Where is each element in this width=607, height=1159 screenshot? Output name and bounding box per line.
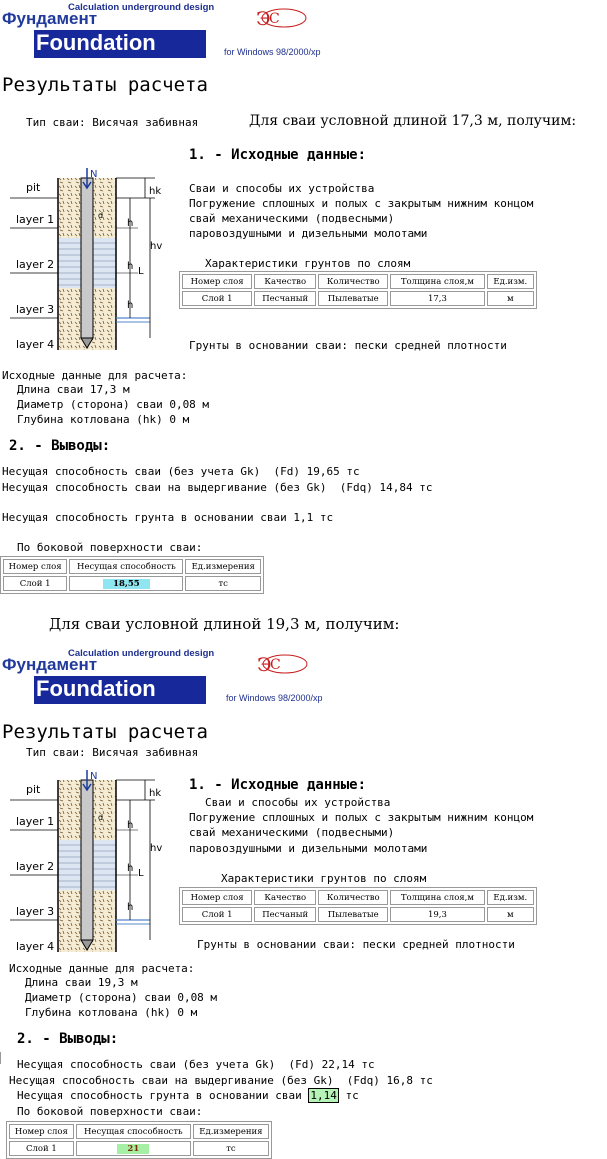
table-cell: тс xyxy=(185,576,261,591)
text-cursor-mark xyxy=(0,1052,3,1064)
table-cell: Слой 1 xyxy=(182,907,252,922)
header-subtitle: Calculation underground design xyxy=(68,648,215,659)
report2-input-2: Глубина котлована (hk) 0 м xyxy=(25,1006,198,1019)
table-cell: Слой 1 xyxy=(9,1141,74,1156)
report2-out2: Несущая способность сваи на выдергивание (без Gk) (Fdq) 16,8 тс xyxy=(9,1074,433,1087)
diagram1-layer4: layer 4 xyxy=(16,338,55,351)
diagram2-n: N xyxy=(90,771,98,782)
report1-sec1: 1. - Исходные данные: xyxy=(189,147,367,163)
header-platform: for Windows 98/2000/xp xyxy=(224,47,321,57)
diagram1-d: d xyxy=(98,211,104,220)
report1-sec2: 2. - Выводы: xyxy=(9,438,111,454)
table-cell: тс xyxy=(193,1141,269,1156)
table-header-cell: Несущая способность xyxy=(76,1124,191,1139)
report2-method-3: паровоздушными и дизельными молотами xyxy=(189,842,428,855)
table-header-cell: Номер слоя xyxy=(182,274,252,289)
table-header-cell: Номер слоя xyxy=(3,559,67,574)
report1-out1: Несущая способность сваи (без учета Gk) (Fd) 19,65 тс xyxy=(2,465,360,478)
pile-diagram-2 xyxy=(10,770,170,955)
table-cell: 19,3 xyxy=(390,907,484,922)
table-header-cell: Толщина слоя,м xyxy=(390,890,484,905)
table-header-cell: Ед.изм. xyxy=(487,274,534,289)
report1-method-2: свай механическими (подвесными) xyxy=(189,212,395,225)
table-cell: 17,3 xyxy=(390,291,484,306)
table-header-row xyxy=(182,274,534,289)
report1-input-2: Глубина котлована (hk) 0 м xyxy=(17,413,190,426)
diagram2-layer4: layer 4 xyxy=(16,940,55,953)
diagram2-layer1: layer 1 xyxy=(16,815,55,828)
report1-length-phrase: Для сваи условной длиной 17,3 м, получим: xyxy=(249,113,577,129)
report1-method-3: паровоздушными и дизельными молотами xyxy=(189,227,428,240)
report2-method-1: Погружение сплошных и полых с закрытым нижним концом xyxy=(189,811,534,824)
table-cell xyxy=(69,576,183,591)
report2-out1: Несущая способность сваи (без учета Gk) (Fd) 22,14 тс xyxy=(17,1058,375,1071)
header-title-en: Foundation xyxy=(36,676,156,701)
report1-out3: Несущая способность грунта в основании сваи 1,1 тс xyxy=(2,511,334,524)
diagram1-l: L xyxy=(138,266,144,277)
report2-method-2: свай механическими (подвесными) xyxy=(189,826,395,839)
diagram2-l: L xyxy=(138,868,144,879)
svg-text:С: С xyxy=(270,657,281,673)
header-title-ru: Фундамент xyxy=(2,9,98,28)
table-cell: Пылеватые xyxy=(318,291,388,306)
diagram1-layer2: layer 2 xyxy=(16,258,55,271)
table-cell: Песчаный xyxy=(254,907,316,922)
table-cell: м xyxy=(487,291,534,306)
report2-title: Результаты расчета xyxy=(2,721,208,743)
table-header-cell: Ед.изм. xyxy=(487,890,534,905)
svg-text:С: С xyxy=(269,11,280,27)
report1-method-1: Погружение сплошных и полых с закрытым нижним концом xyxy=(189,197,534,210)
report1-side-title: По боковой поверхности сваи: xyxy=(17,541,203,554)
report2-side-table xyxy=(6,1121,272,1159)
report1-soil-title: Характеристики грунтов по слоям xyxy=(205,257,411,270)
header-title-en-bg xyxy=(34,676,206,704)
table-cell xyxy=(76,1141,191,1156)
report1-title: Результаты расчета xyxy=(2,74,208,96)
diagram1-hk: hk xyxy=(149,186,162,197)
table-header-cell: Номер слоя xyxy=(182,890,252,905)
svg-text:Э: Э xyxy=(257,654,272,676)
report1-out2: Несущая способность сваи на выдергивание (без Gk) (Fdq) 14,84 тс xyxy=(2,481,433,494)
report1-pile-type: Тип сваи: Висячая забивная xyxy=(26,116,199,129)
between-phrase: Для сваи условной длиной 19,3 м, получим: xyxy=(49,615,400,633)
table-header-cell: Несущая способность xyxy=(69,559,183,574)
report2-soil-title: Характеристики грунтов по слоям xyxy=(221,872,427,885)
table-header-row xyxy=(9,1124,269,1139)
table-cell: Пылеватые xyxy=(318,907,388,922)
brand-logo-icon xyxy=(257,652,309,676)
report2-input-0: Длина сваи 19,3 м xyxy=(25,976,138,989)
table-cell: Слой 1 xyxy=(182,291,252,306)
diagram2-layer3: layer 3 xyxy=(16,905,55,918)
app-header xyxy=(0,0,607,62)
diagram2-d: d xyxy=(98,813,104,822)
diagram1-n: N xyxy=(90,169,98,180)
table-header-cell: Количество xyxy=(318,890,388,905)
table-header-cell: Ед.измерения xyxy=(185,559,261,574)
diagram2-h1: h xyxy=(127,820,134,831)
diagram1-hv: hv xyxy=(150,241,163,252)
diagram1-pit: pit xyxy=(26,181,41,194)
table-header-cell: Номер слоя xyxy=(9,1124,74,1139)
table-row xyxy=(182,291,534,306)
app-header-2 xyxy=(0,646,607,708)
table-row xyxy=(9,1141,269,1156)
diagram1-h1: h xyxy=(127,218,134,229)
report1-side-table xyxy=(0,556,264,594)
report1-input-0: Длина сваи 17,3 м xyxy=(17,383,130,396)
report1-soil-table xyxy=(179,271,537,309)
diagram2-h2: h xyxy=(127,863,134,874)
report1-input-1: Диаметр (сторона) сваи 0,08 м xyxy=(17,398,210,411)
header-title-en: Foundation xyxy=(36,30,156,55)
pile-diagram-1 xyxy=(10,168,170,353)
report2-base-soil: Грунты в основании сваи: пески средней плотности xyxy=(197,938,515,951)
diagram1-h3: h xyxy=(127,300,134,311)
table-header-cell: Количество xyxy=(318,274,388,289)
report2-sec2: 2. - Выводы: xyxy=(17,1031,119,1047)
report2-out3 xyxy=(17,1089,359,1102)
header-title-ru: Фундамент xyxy=(2,655,98,674)
report2-pile-type: Тип сваи: Висячая забивная xyxy=(26,746,199,759)
table-header-cell: Ед.измерения xyxy=(193,1124,269,1139)
side-capacity-value: 21 xyxy=(117,1144,149,1154)
diagram2-hv: hv xyxy=(150,843,163,854)
report2-soil-table xyxy=(179,887,537,925)
table-cell: м xyxy=(487,907,534,922)
table-cell: Слой 1 xyxy=(3,576,67,591)
diagram1-h2: h xyxy=(127,261,134,272)
report2-out3-unit: тс xyxy=(338,1089,359,1102)
table-header-cell: Толщина слоя,м xyxy=(390,274,484,289)
report2-out3-value: 1,14 xyxy=(310,1089,337,1102)
report1-method-0: Сваи и способы их устройства xyxy=(189,182,375,195)
svg-text:Э: Э xyxy=(256,8,271,30)
diagram1-layer3: layer 3 xyxy=(16,303,55,316)
side-capacity-value: 18,55 xyxy=(103,579,150,589)
table-row xyxy=(182,907,534,922)
report2-method-0: Сваи и способы их устройства xyxy=(205,796,391,809)
diagram1-layer1: layer 1 xyxy=(16,213,55,226)
diagram2-h3: h xyxy=(127,902,134,913)
table-row xyxy=(3,576,261,591)
brand-logo-icon xyxy=(256,6,308,30)
report1-base-soil: Грунты в основании сваи: пески средней плотности xyxy=(189,339,507,352)
header-platform: for Windows 98/2000/xp xyxy=(226,693,323,703)
header-subtitle: Calculation underground design xyxy=(68,2,215,13)
header-title-en-bg xyxy=(34,30,206,58)
report1-input-title: Исходные данные для расчета: xyxy=(2,369,188,382)
report2-input-1: Диаметр (сторона) сваи 0,08 м xyxy=(25,991,218,1004)
table-header-cell: Качество xyxy=(254,890,316,905)
diagram2-hk: hk xyxy=(149,788,162,799)
report2-out3-prefix: Несущая способность грунта в основании сваи xyxy=(17,1089,309,1102)
report2-input-title: Исходные данные для расчета: xyxy=(9,962,195,975)
diagram2-layer2: layer 2 xyxy=(16,860,55,873)
table-header-row xyxy=(3,559,261,574)
table-header-cell: Качество xyxy=(254,274,316,289)
diagram2-pit: pit xyxy=(26,783,41,796)
report2-side-title: По боковой поверхности сваи: xyxy=(17,1105,203,1118)
report2-sec1: 1. - Исходные данные: xyxy=(189,777,367,793)
table-cell: Песчаный xyxy=(254,291,316,306)
table-header-row xyxy=(182,890,534,905)
